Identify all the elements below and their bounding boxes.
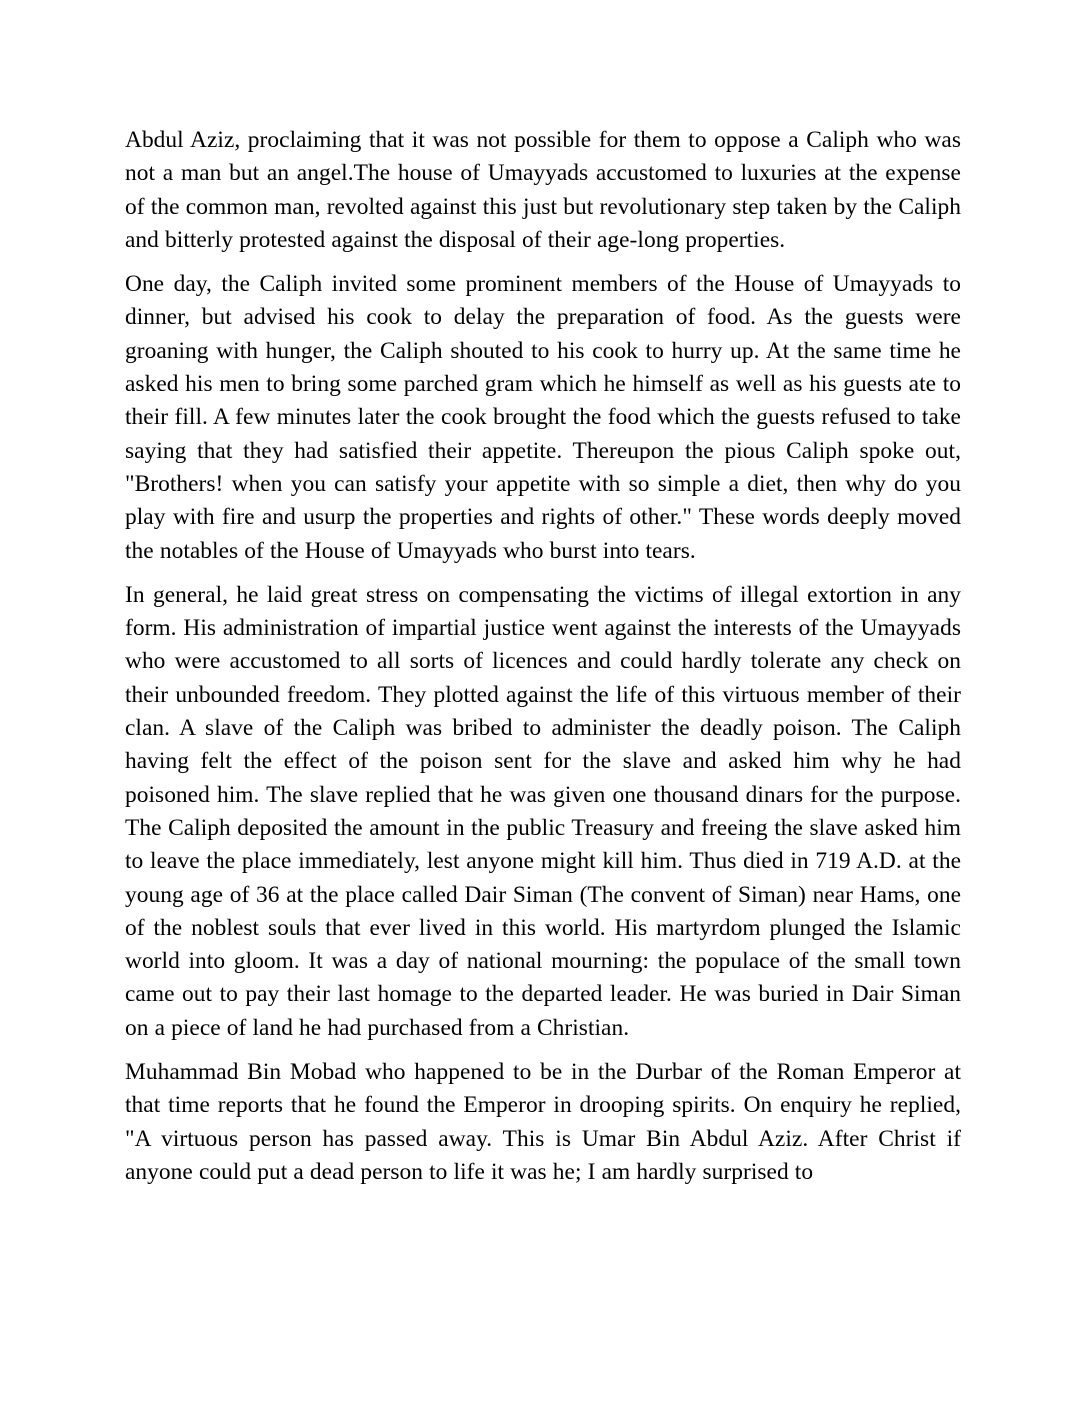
- body-paragraph-3: In general, he laid great stress on compensating the victims of illegal extortion in any form. His administration of impartial justice went against the interests of the Umayyads who were accustomed to all sorts of licences and could hardly tolerate any check on their unbounded freedom. They plotted against the life of this virtuous member of their clan. A slave of the Caliph was bribed to administer the deadly poison. The Caliph having felt the effect of the poison sent for the slave and asked him why he had poisoned him. The slave replied that he was given one thousand dinars for the purpose. The Caliph deposited the amount in the public Treasury and freeing the slave asked him to leave the place immediately, lest anyone might kill him. Thus died in 719 A.D. at the young age of 36 at the place called Dair Siman (The convent of Siman) near Hams, one of the noblest souls that ever lived in this world. His martyrdom plunged the Islamic world into gloom. It was a day of national mourning: the populace of the small town came out to pay their last homage to the departed leader. He was buried in Dair Siman on a piece of land he had purchased from a Christian.: [125, 581, 961, 1041]
- body-paragraph-1: Abdul Aziz, proclaiming that it was not possible for them to oppose a Caliph who was not a man but an angel.The house of Umayyads accustomed to luxuries at the expense of the common man, revolted against this just but revolutionary step taken by the Caliph and bitterly protested against the disposal of their age-long properties.: [125, 127, 961, 253]
- body-paragraph-2: One day, the Caliph invited some prominent members of the House of Umayyads to dinner, but advised his cook to delay the preparation of food. As the guests were groaning with hunger, the Caliph shouted to his cook to hurry up. At the same time he asked his men to bring some parched gram which he himself as well as his guests ate to their fill. A few minutes later the cook brought the food which the guests refused to take saying that they had satisfied their appetite. Thereupon the pious Caliph spoke out, "Brothers! when you can satisfy your appetite with so simple a diet, then why do you play with fire and usurp the properties and rights of other." These words deeply moved the notables of the House of Umayyads who burst into tears.: [125, 271, 961, 564]
- body-text-block: [125, 124, 961, 1189]
- body-paragraph-4: Muhammad Bin Mobad who happened to be in the Durbar of the Roman Emperor at that time reports that he found the Emperor in drooping spirits. On enquiry he replied, "A virtuous person has passed away. This is Umar Bin Abdul Aziz. After Christ if anyone could put a dead person to life it was he; I am hardly surprised to: [125, 1059, 961, 1185]
